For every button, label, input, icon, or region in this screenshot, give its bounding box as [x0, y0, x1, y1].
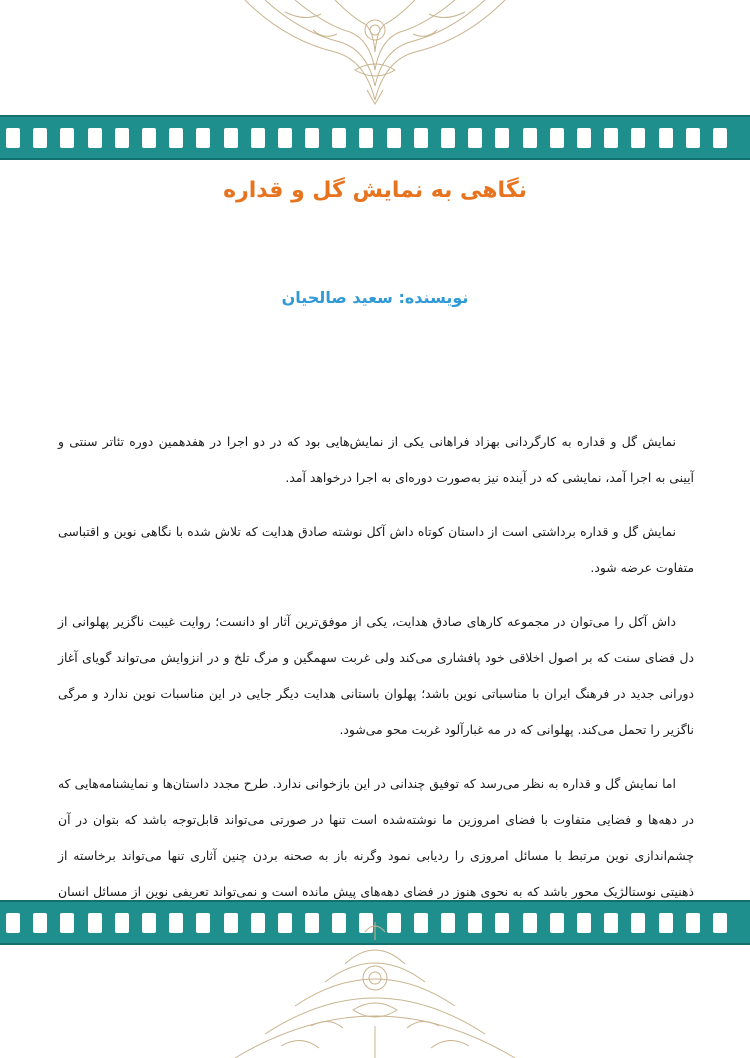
article-body [58, 424, 694, 899]
article-author: نویسنده: سعید صالحیان [281, 288, 469, 307]
paragraph-4: اما نمایش گل و قداره به نظر می‌رسد که توفیق چندانی در این بازخوانی ندارد. طرح مجدد داستان‌ها و نمایشنامه‌هایی که در دهه‌ها و فضایی متفاوت با فضای امروزین ما نوشته‌شده است تنها در صورتی می‌تواند قابل‌توجه باشد که بتوان در آن چشم‌اندازی نوین مرتبط با مسائل امروزی را ردیابی نمود وگرنه باز به صحنه بردن چنین آثاری تنها می‌تواند برخاسته از ذهنیتی نوستالژیک محور باشد که به نحوی هنوز در فضای دهه‌های پیش مانده است و نمی‌تواند تعریفی نوین از مسائل انسان [58, 776, 694, 899]
film-strip-top [0, 115, 750, 160]
paragraph-2: نمایش گل و قداره برداشتی است از داستان کوتاه داش آکل نوشته صادق هدایت که تلاش شده با نگاهی نوین و اقتباسی متفاوت عرضه شود. [58, 524, 694, 575]
top-ornament [225, 0, 525, 108]
bottom-ornament [225, 916, 525, 1058]
paragraph-1: نمایش گل و قداره به کارگردانی بهزاد فراهانی یکی از نمایش‌هایی بود که در دو اجرا در هفدهمین دوره تئاتر سنتی و آیینی به اجرا آمد، نمایشی که در آینده نیز به‌صورت دوره‌ای به اجرا درخواهد آمد. [58, 434, 694, 485]
article-title: نگاهی به نمایش گل و قداره [223, 178, 527, 203]
paragraph-3: داش آکل را می‌توان در مجموعه کارهای صادق هدایت، یکی از موفق‌ترین آثار او دانست؛ روایت غیبت ناگزیر پهلوانی از دل فضای سنت که بر اصول اخلاقی خود پافشاری می‌کند ولی غربت سهمگین و مرگ تلخ و در انزوایش می‌تواند گویای آغاز دورانی جدید در فرهنگ ایران با مناسباتی نوین باشد؛ پهلوان باستانی هدایت دیگر جایی در این مناسبات نوین ندارد و مرگی ناگزیر را تحمل می‌کند. پهلوانی که در مه غبارآلود غربت محو می‌شود. [58, 614, 694, 737]
